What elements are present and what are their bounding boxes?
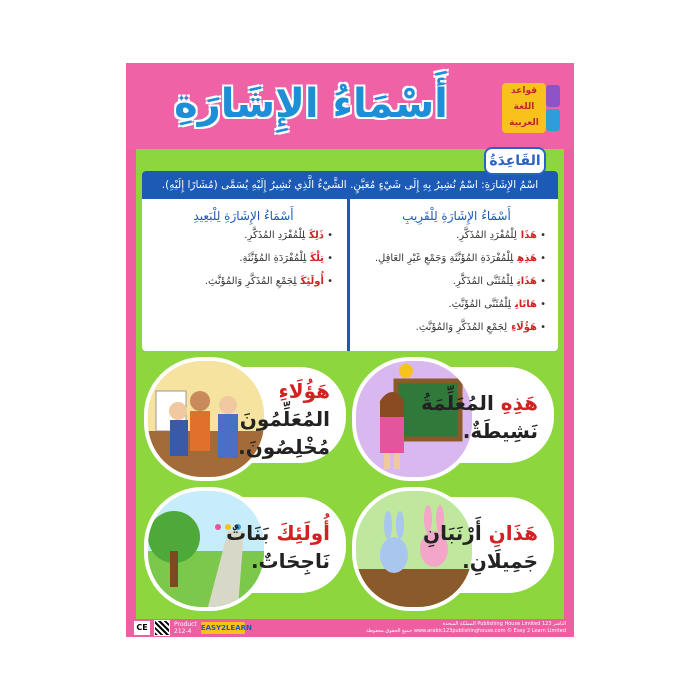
example-sentence <box>238 377 330 461</box>
usage-desc: لِجَمْعِ المُذَكَّرِ وَالمُؤَنَّثِ. <box>415 322 508 333</box>
brand-line3: العربية <box>509 118 539 128</box>
demonstrative-word: أُولَئِكَ <box>300 276 324 287</box>
example-word: هَذِهِ <box>500 391 538 415</box>
demonstrative-word: هَذَا <box>520 230 537 241</box>
content-area <box>136 149 564 619</box>
demonstrative-word: هَذَانِ <box>517 276 537 287</box>
example-sentence <box>423 519 538 575</box>
poster <box>126 63 574 637</box>
brand-logo <box>502 83 560 133</box>
usage-desc: لِلْمُثَنَّى المُؤَنَّثِ. <box>448 299 511 310</box>
usage-desc: لِجَمْعِ المُذَكَّرِ وَالمُؤَنَّثِ. <box>204 276 297 287</box>
ce-mark: CE <box>134 621 150 635</box>
example-card-rabbits <box>362 497 554 593</box>
example-line: جَمِيلَانِ. <box>462 549 538 573</box>
list-item: • هَذَانِلِلْمُثَنَّى المُذَكَّرِ. <box>452 276 546 287</box>
example-line: نَشِيطَةٌ. <box>462 419 538 443</box>
brand-line1: قواعد <box>511 86 537 96</box>
rule-label: القَاعِدَةُ <box>484 147 546 175</box>
puzzle-piece-icon <box>546 109 560 131</box>
demonstrative-word: هَذِهِ <box>517 253 537 264</box>
list-item: • تِلْكَلِلْمُفْرَدَةِ المُؤَنَّثَةِ. <box>239 253 333 264</box>
example-line: بَنَاتٌ <box>226 521 270 545</box>
far-heading: أَسْمَاءُ الإِشَارَةِ لِلْبَعِيدِ <box>193 209 294 223</box>
page-title: أَسْمَاءُ الإِشَارَةِ <box>174 81 448 127</box>
list-item: • ذَلِكَلِلْمُفْرَدِ المُذَكَّرِ. <box>244 230 333 241</box>
near-column <box>355 199 558 351</box>
list-item: • هَذَالِلْمُفْرَدِ المُذَكَّرِ. <box>456 230 546 241</box>
near-heading: أَسْمَاءُ الإِشَارَةِ لِلْقَرِيبِ <box>402 209 511 223</box>
usage-desc: لِلْمُفْرَدَةِ المُؤَنَّثَةِ. <box>239 253 307 264</box>
demonstrative-word: ذَلِكَ <box>309 230 324 241</box>
example-line: المُعَلِّمَةُ <box>421 391 494 415</box>
usage-desc: لِلْمُفْرَدِ المُذَكَّرِ. <box>244 230 306 241</box>
example-word: أُولَئِكَ <box>276 521 330 545</box>
puzzle-piece-icon <box>546 85 560 107</box>
footer-marks <box>134 620 252 636</box>
qr-code-icon <box>154 620 170 636</box>
footer-line2: www.arabic123publishinghouse.com © Easy 2 Learn Limited جميع الحقوق محفوظة <box>366 628 566 634</box>
demonstrative-word: هَاتَانِ <box>514 299 537 310</box>
list-item: • هَذِهِلِلْمُفْرَدَةِ المُؤَنَّثَةِ وَجَمْعِ غَيْرِ العَاقِلِ. <box>374 253 546 264</box>
example-word: هَذَانِ <box>488 521 538 545</box>
far-column <box>142 199 345 351</box>
rule-definition: اسْمُ الإِشَارَةِ: اسْمٌ نُشِيرُ بِهِ إِلَى شَيْءٍ مُعَيَّنٍ. الشَّيْءُ الَّذِي نُشِيرُ إِلَيْهِ يُسَمَّى (مُشَارًا إِلَيْهِ). <box>142 171 558 199</box>
usage-desc: لِلْمُثَنَّى المُذَكَّرِ. <box>452 276 514 287</box>
footer <box>126 619 574 637</box>
example-sentence <box>226 519 330 575</box>
example-card-girls <box>154 497 346 593</box>
demonstrative-word: هَؤُلَاءِ <box>511 322 537 333</box>
brand-box <box>502 83 546 133</box>
example-line: نَاجِحَاتٌ. <box>250 549 330 573</box>
rule-box <box>142 171 558 351</box>
footer-line1: الناشر 123 Publishing House Limited المملكة المتحدة <box>442 621 566 627</box>
publisher-logo: EASY2LEARN <box>200 624 252 632</box>
usage-desc: لِلْمُفْرَدَةِ المُؤَنَّثَةِ وَجَمْعِ غَيْرِ العَاقِلِ. <box>374 253 514 264</box>
usage-desc: لِلْمُفْرَدِ المُذَكَّرِ. <box>456 230 517 241</box>
example-sentence <box>421 389 538 445</box>
example-card-teachers <box>154 367 346 463</box>
title-bar <box>126 63 574 149</box>
brand-line2: اللغة <box>513 102 535 112</box>
example-line: المُعَلِّمُونَ <box>239 407 330 431</box>
product-code-value: 212-4 <box>174 628 192 635</box>
demonstrative-word: تِلْكَ <box>310 253 324 264</box>
example-line: مُخْلِصُونَ. <box>238 435 330 459</box>
list-item: • هَؤُلَاءِلِجَمْعِ المُذَكَّرِ وَالمُؤَنَّثِ. <box>415 322 546 333</box>
footer-credits <box>366 621 566 635</box>
example-card-teacher <box>362 367 554 463</box>
list-item: • هَاتَانِلِلْمُثَنَّى المُؤَنَّثِ. <box>448 299 546 310</box>
example-line: أَرْنَبَانِ <box>423 521 482 545</box>
list-item: • أُولَئِكَلِجَمْعِ المُذَكَّرِ وَالمُؤَنَّثِ. <box>204 276 333 287</box>
product-code-label: Product <box>174 621 197 628</box>
example-word: هَؤُلَاءِ <box>278 379 330 403</box>
product-code <box>174 621 197 635</box>
column-divider <box>347 199 350 351</box>
